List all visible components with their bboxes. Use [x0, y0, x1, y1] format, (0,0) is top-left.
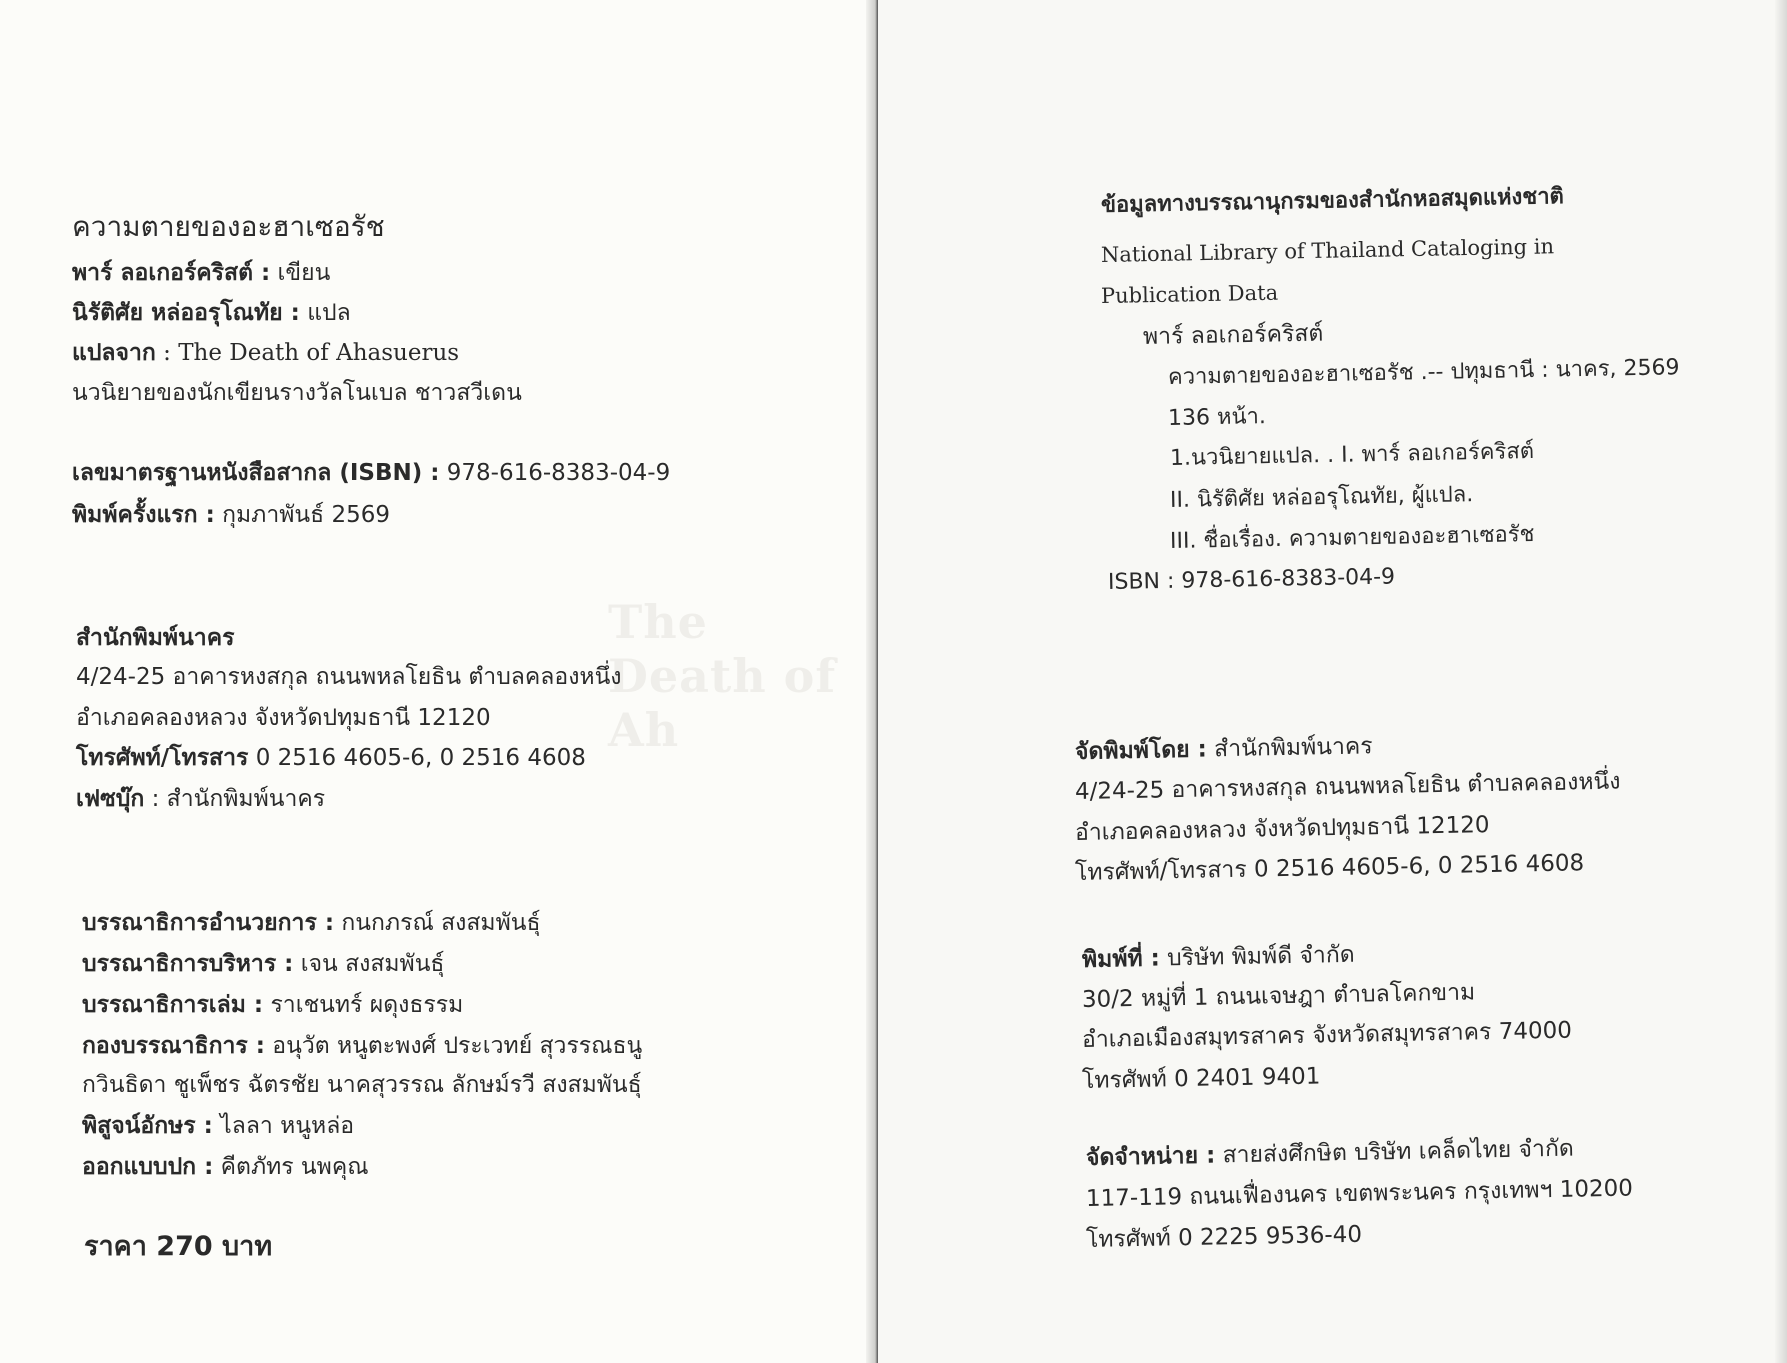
credit-label: บรรณาธิการอำนวยการ : — [82, 910, 335, 936]
publisher-facebook-line — [76, 784, 325, 814]
translated-from-value: : The Death of Ahasuerus — [163, 340, 460, 366]
credit-line — [82, 990, 463, 1020]
cip-title-line: ความตายของอะฮาเซอรัช .-- ปทุมธานี : นาคร, 2569 — [1167, 355, 1680, 390]
distributor-address: 117-119 ถนนเฟื่องนคร เขตพระนคร กรุงเทพฯ 10200 — [1085, 1175, 1634, 1212]
credit-value: ราเชนทร์ ผดุงธรรม — [270, 992, 464, 1018]
credit-value: ไลลา หนูหล่อ — [220, 1113, 355, 1139]
publisher-address-2: อำเภอคลองหลวง จังหวัดปทุมธานี 12120 — [76, 705, 491, 731]
published-by-address-1: 4/24-25 อาคารหงสกุล ถนนพหลโยธิน ตำบลคลองหนึ่ง — [1074, 768, 1621, 805]
credit-line — [82, 1070, 642, 1100]
credit-value: เจน สงสมพันธุ์ — [300, 951, 445, 977]
translator-value: แปล — [307, 300, 351, 326]
cip-pages: 136 หน้า. — [1167, 404, 1267, 431]
publisher-phone-line — [76, 743, 586, 773]
published-by-line — [1075, 731, 1373, 767]
author-line — [72, 258, 330, 288]
left-page — [0, 0, 878, 1363]
distributor-label: จัดจำหน่าย : — [1085, 1142, 1216, 1171]
credit-value: คีตภัทร นพคุณ — [220, 1154, 369, 1180]
credit-label: กองบรรณาธิการ : — [82, 1033, 265, 1059]
cip-subtitle-1: National Library of Thailand Cataloging in — [1100, 234, 1555, 267]
translator-label: นิรัติศัย หล่ออรุโณทัย : — [72, 300, 300, 326]
facebook-value: : สำนักพิมพ์นาคร — [151, 786, 326, 812]
isbn-value: 978-616-8383-04-9 — [446, 460, 671, 486]
credit-value: กนกภรณ์ สงสมพันธุ์ — [341, 910, 541, 936]
printed-at-line — [1082, 940, 1355, 975]
published-by-label: จัดพิมพ์โดย : — [1074, 736, 1208, 765]
translated-from-line — [72, 338, 459, 368]
credit-line — [82, 1152, 369, 1182]
book-description: นวนิยายของนักเขียนรางวัลโนเบล ชาวสวีเดน — [72, 380, 522, 406]
cip-subject: 1.นวนิยายแปล. . I. พาร์ ลอเกอร์คริสต์ — [1169, 439, 1535, 471]
distributor-phone: โทรศัพท์ 0 2225 9536-40 — [1085, 1221, 1363, 1253]
credit-line — [82, 949, 444, 979]
printed-at-label: พิมพ์ที่ : — [1081, 945, 1161, 973]
credit-line — [82, 1111, 354, 1141]
publisher-name: สำนักพิมพ์นาคร — [76, 625, 235, 651]
cip-subject: III. ชื่อเรื่อง. ความตายของอะฮาเซอรัช — [1169, 522, 1535, 554]
printed-at-phone: โทรศัพท์ 0 2401 9401 — [1081, 1063, 1321, 1094]
first-print-line — [72, 500, 390, 530]
isbn-label: เลขมาตรฐานหนังสือสากล (ISBN) : — [72, 460, 440, 486]
first-print-label: พิมพ์ครั้งแรก : — [72, 502, 215, 528]
author-label: พาร์ ลอเกอร์คริสต์ : — [72, 260, 271, 286]
credit-value: อนุวัต หนูตะพงศ์ ประเวทย์ สุวรรณธนู — [272, 1033, 643, 1059]
translated-from-label: แปลจาก — [72, 340, 156, 366]
credit-label: บรรณาธิการเล่ม : — [82, 992, 264, 1018]
isbn-line — [72, 458, 670, 488]
publisher-address-1: 4/24-25 อาคารหงสกุล ถนนพหลโยธิน ตำบลคลองหนึ่ง — [76, 664, 622, 690]
printed-at-value: บริษัท พิมพ์ดี จำกัด — [1166, 941, 1355, 972]
first-print-value: กุมภาพันธ์ 2569 — [222, 502, 391, 528]
distributor-value: สายส่งศึกษิต บริษัท เคล็ดไทย จำกัด — [1222, 1135, 1575, 1169]
published-by-address-2: อำเภอคลองหลวง จังหวัดปทุมธานี 12120 — [1074, 812, 1490, 846]
published-by-phone: โทรศัพท์/โทรสาร 0 2516 4605-6, 0 2516 4608 — [1074, 850, 1585, 886]
cip-subject: II. นิรัติศัย หล่ออรุโณทัย, ผู้แปล. — [1169, 482, 1474, 513]
publisher-phone-value: 0 2516 4605-6, 0 2516 4608 — [255, 745, 586, 771]
publisher-phone-label: โทรศัพท์/โทรสาร — [76, 745, 249, 771]
credit-label: พิสูจน์อักษร : — [82, 1113, 213, 1139]
cip-subtitle-2: Publication Data — [1100, 280, 1279, 308]
credit-value: กวินธิดา ชูเพ็ชร ฉัตรชัย นาคสุวรรณ ลักษม์รวี สงสมพันธุ์ — [82, 1072, 642, 1098]
printed-at-address-1: 30/2 หมู่ที่ 1 ถนนเจษฎา ตำบลโคกขาม — [1081, 979, 1476, 1013]
show-through-text: The Death of Ah — [608, 595, 837, 757]
right-page — [878, 0, 1787, 1363]
cip-heading: ข้อมูลทางบรรณานุกรมของสำนักหอสมุดแห่งชาติ — [1100, 184, 1565, 218]
translator-line — [72, 298, 351, 328]
price: ราคา 270 บาท — [84, 1231, 273, 1262]
distributor-line — [1086, 1134, 1574, 1173]
credit-line — [82, 908, 541, 938]
page-edge-shadow — [1775, 0, 1787, 1363]
cip-author: พาร์ ลอเกอร์คริสต์ — [1142, 320, 1324, 350]
author-value: เขียน — [277, 260, 331, 286]
book-title: ความตายของอะฮาเซอรัช — [72, 210, 385, 243]
printed-at-address-2: อำเภอเมืองสมุทรสาคร จังหวัดสมุทรสาคร 74000 — [1081, 1017, 1573, 1053]
facebook-label: เฟซบุ๊ก — [76, 786, 145, 812]
cip-isbn: ISBN : 978-616-8383-04-9 — [1107, 564, 1396, 595]
credit-label: บรรณาธิการบริหาร : — [82, 951, 294, 977]
credit-label: ออกแบบปก : — [82, 1154, 214, 1180]
credit-line — [82, 1031, 642, 1061]
published-by-value: สำนักพิมพ์นาคร — [1213, 733, 1373, 763]
